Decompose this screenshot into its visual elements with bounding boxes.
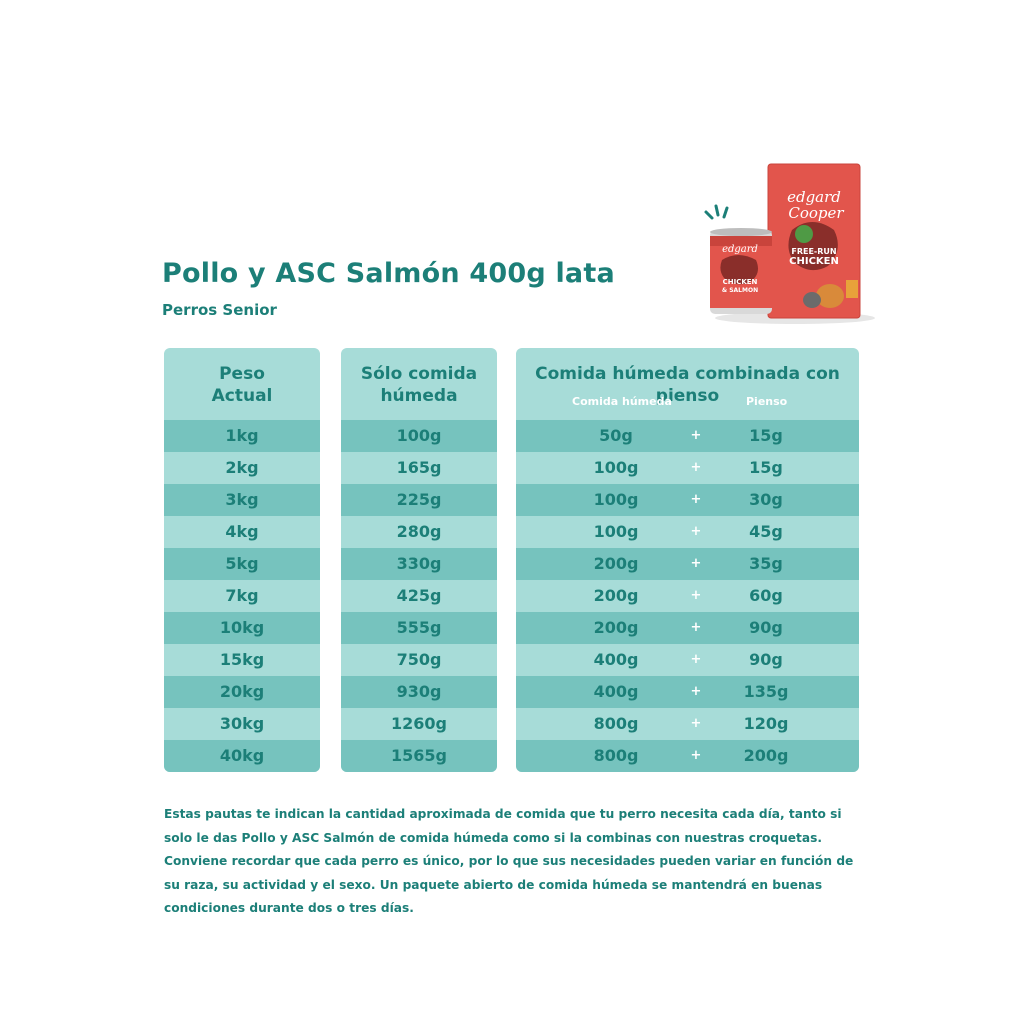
- table-row: [341, 612, 497, 644]
- combined-dry-cell: 120g: [743, 714, 789, 733]
- weight-rows: [164, 420, 320, 772]
- wet-only-cell: 165g: [396, 458, 442, 477]
- plus-icon: +: [690, 716, 702, 731]
- feeding-note: Estas pautas te indican la cantidad aproximada de comida que tu perro necesita cada día, tanto si solo le das Pollo y ASC Salmón de comida húmeda como si la combinas con nuestras croquetas. Conviene recordar que cada perro es único, por lo que sus necesidades pueden variar en función de su raza, su actividad y el sexo. Un paquete abierto de comida húmeda se mantendrá en buenas condiciones durante dos o tres días.: [164, 807, 854, 915]
- table-row: [516, 676, 859, 708]
- svg-text:CHICKEN: CHICKEN: [722, 278, 758, 286]
- combined-dry-cell: 200g: [743, 746, 789, 765]
- wet-only-rows: [341, 420, 497, 772]
- svg-text:CHICKEN: CHICKEN: [789, 256, 839, 267]
- table-row: [341, 516, 497, 548]
- wet-only-header-line2: húmeda: [380, 386, 458, 406]
- table-row: [341, 484, 497, 516]
- table-row: [164, 452, 320, 484]
- combined-wet-cell: 100g: [593, 522, 639, 541]
- table-row: [341, 580, 497, 612]
- combined-column: [516, 348, 859, 772]
- weight-header: [164, 348, 320, 420]
- plus-icon: +: [690, 684, 702, 699]
- weight-cell: 7kg: [225, 586, 259, 605]
- weight-cell: 40kg: [219, 746, 265, 765]
- page-subtitle: Perros Senior: [162, 301, 277, 319]
- weight-cell: 3kg: [225, 490, 259, 509]
- combined-wet-cell: 800g: [593, 714, 639, 733]
- combined-dry-cell: 30g: [749, 490, 783, 509]
- wet-only-cell: 100g: [396, 426, 442, 445]
- combined-wet-cell: 200g: [593, 554, 639, 573]
- table-row: [516, 612, 859, 644]
- combined-wet-cell: 400g: [593, 650, 639, 669]
- wet-only-cell: 1260g: [391, 714, 447, 733]
- table-row: [164, 580, 320, 612]
- combined-wet-cell: 200g: [593, 618, 639, 637]
- weight-cell: 30kg: [219, 714, 265, 733]
- table-row: [341, 452, 497, 484]
- table-row: [164, 644, 320, 676]
- combined-dry-cell: 15g: [749, 426, 783, 445]
- wet-only-cell: 750g: [396, 650, 442, 669]
- combined-wet-cell: 100g: [593, 490, 639, 509]
- svg-text:FREE-RUN: FREE-RUN: [791, 247, 837, 256]
- table-row: [164, 516, 320, 548]
- weight-cell: 1kg: [225, 426, 259, 445]
- plus-icon: +: [690, 460, 702, 475]
- table-row: [516, 420, 859, 452]
- table-row: [164, 548, 320, 580]
- combined-wet-subheader: Comida húmeda: [572, 395, 672, 408]
- plus-icon: +: [690, 428, 702, 443]
- plus-icon: +: [690, 524, 702, 539]
- wet-only-column: [341, 348, 497, 772]
- combined-dry-subheader: Pienso: [746, 395, 788, 408]
- weight-header-line2: Actual: [211, 386, 273, 406]
- combined-dry-cell: 15g: [749, 458, 783, 477]
- svg-text:edgard: edgard: [787, 188, 841, 206]
- table-row: [341, 708, 497, 740]
- combined-wet-cell: 800g: [593, 746, 639, 765]
- weight-cell: 4kg: [225, 522, 259, 541]
- wet-only-cell: 280g: [396, 522, 442, 541]
- combined-header: [516, 348, 859, 420]
- weight-column: [164, 348, 320, 772]
- table-row: [341, 676, 497, 708]
- table-row: [164, 708, 320, 740]
- combined-wet-cell: 100g: [593, 458, 639, 477]
- table-row: [516, 740, 859, 772]
- product-image: [700, 160, 880, 330]
- wet-only-cell: 225g: [396, 490, 442, 509]
- combined-dry-cell: 60g: [749, 586, 783, 605]
- wet-only-header-line1: Sólo comida: [360, 364, 478, 384]
- combined-dry-cell: 135g: [743, 682, 789, 701]
- table-row: [516, 644, 859, 676]
- table-row: [516, 452, 859, 484]
- wet-only-cell: 555g: [396, 618, 442, 637]
- table-row: [164, 484, 320, 516]
- weight-cell: 5kg: [225, 554, 259, 573]
- table-row: [516, 484, 859, 516]
- wet-only-cell: 425g: [396, 586, 442, 605]
- weight-header-line1: Peso: [219, 364, 265, 384]
- plus-icon: +: [690, 556, 702, 571]
- wet-only-cell: 1565g: [391, 746, 447, 765]
- weight-cell: 20kg: [219, 682, 265, 701]
- table-row: [341, 420, 497, 452]
- sparkle-icon: [706, 206, 727, 218]
- table-row: [341, 644, 497, 676]
- plus-icon: +: [690, 620, 702, 635]
- weight-cell: 10kg: [219, 618, 265, 637]
- food-bag-image: [768, 164, 860, 318]
- food-can-image: [710, 228, 772, 314]
- combined-wet-cell: 400g: [593, 682, 639, 701]
- plus-icon: +: [690, 492, 702, 507]
- combined-rows: [516, 420, 859, 772]
- combined-dry-cell: 45g: [749, 522, 783, 541]
- svg-text:edgard: edgard: [722, 244, 758, 255]
- table-row: [164, 676, 320, 708]
- table-row: [164, 420, 320, 452]
- weight-cell: 2kg: [225, 458, 259, 477]
- plus-icon: +: [690, 588, 702, 603]
- combined-dry-cell: 90g: [749, 618, 783, 637]
- combined-dry-cell: 90g: [749, 650, 783, 669]
- plus-icon: +: [690, 652, 702, 667]
- combined-wet-cell: 200g: [593, 586, 639, 605]
- table-row: [516, 516, 859, 548]
- weight-cell: 15kg: [219, 650, 265, 669]
- combined-wet-cell: 50g: [599, 426, 633, 445]
- page-title: Pollo y ASC Salmón 400g lata: [162, 258, 615, 289]
- svg-text:& SALMON: & SALMON: [721, 287, 759, 294]
- table-row: [516, 580, 859, 612]
- wet-only-cell: 330g: [396, 554, 442, 573]
- svg-text:Cooper: Cooper: [788, 204, 844, 222]
- table-row: [341, 740, 497, 772]
- combined-dry-cell: 35g: [749, 554, 783, 573]
- combined-header-title: Comida húmeda combinada con pienso: [535, 364, 840, 406]
- table-row: [164, 740, 320, 772]
- table-row: [516, 708, 859, 740]
- wet-only-cell: 930g: [396, 682, 442, 701]
- table-row: [164, 612, 320, 644]
- table-row: [341, 548, 497, 580]
- plus-icon: +: [690, 748, 702, 763]
- table-row: [516, 548, 859, 580]
- wet-only-header: [341, 348, 497, 420]
